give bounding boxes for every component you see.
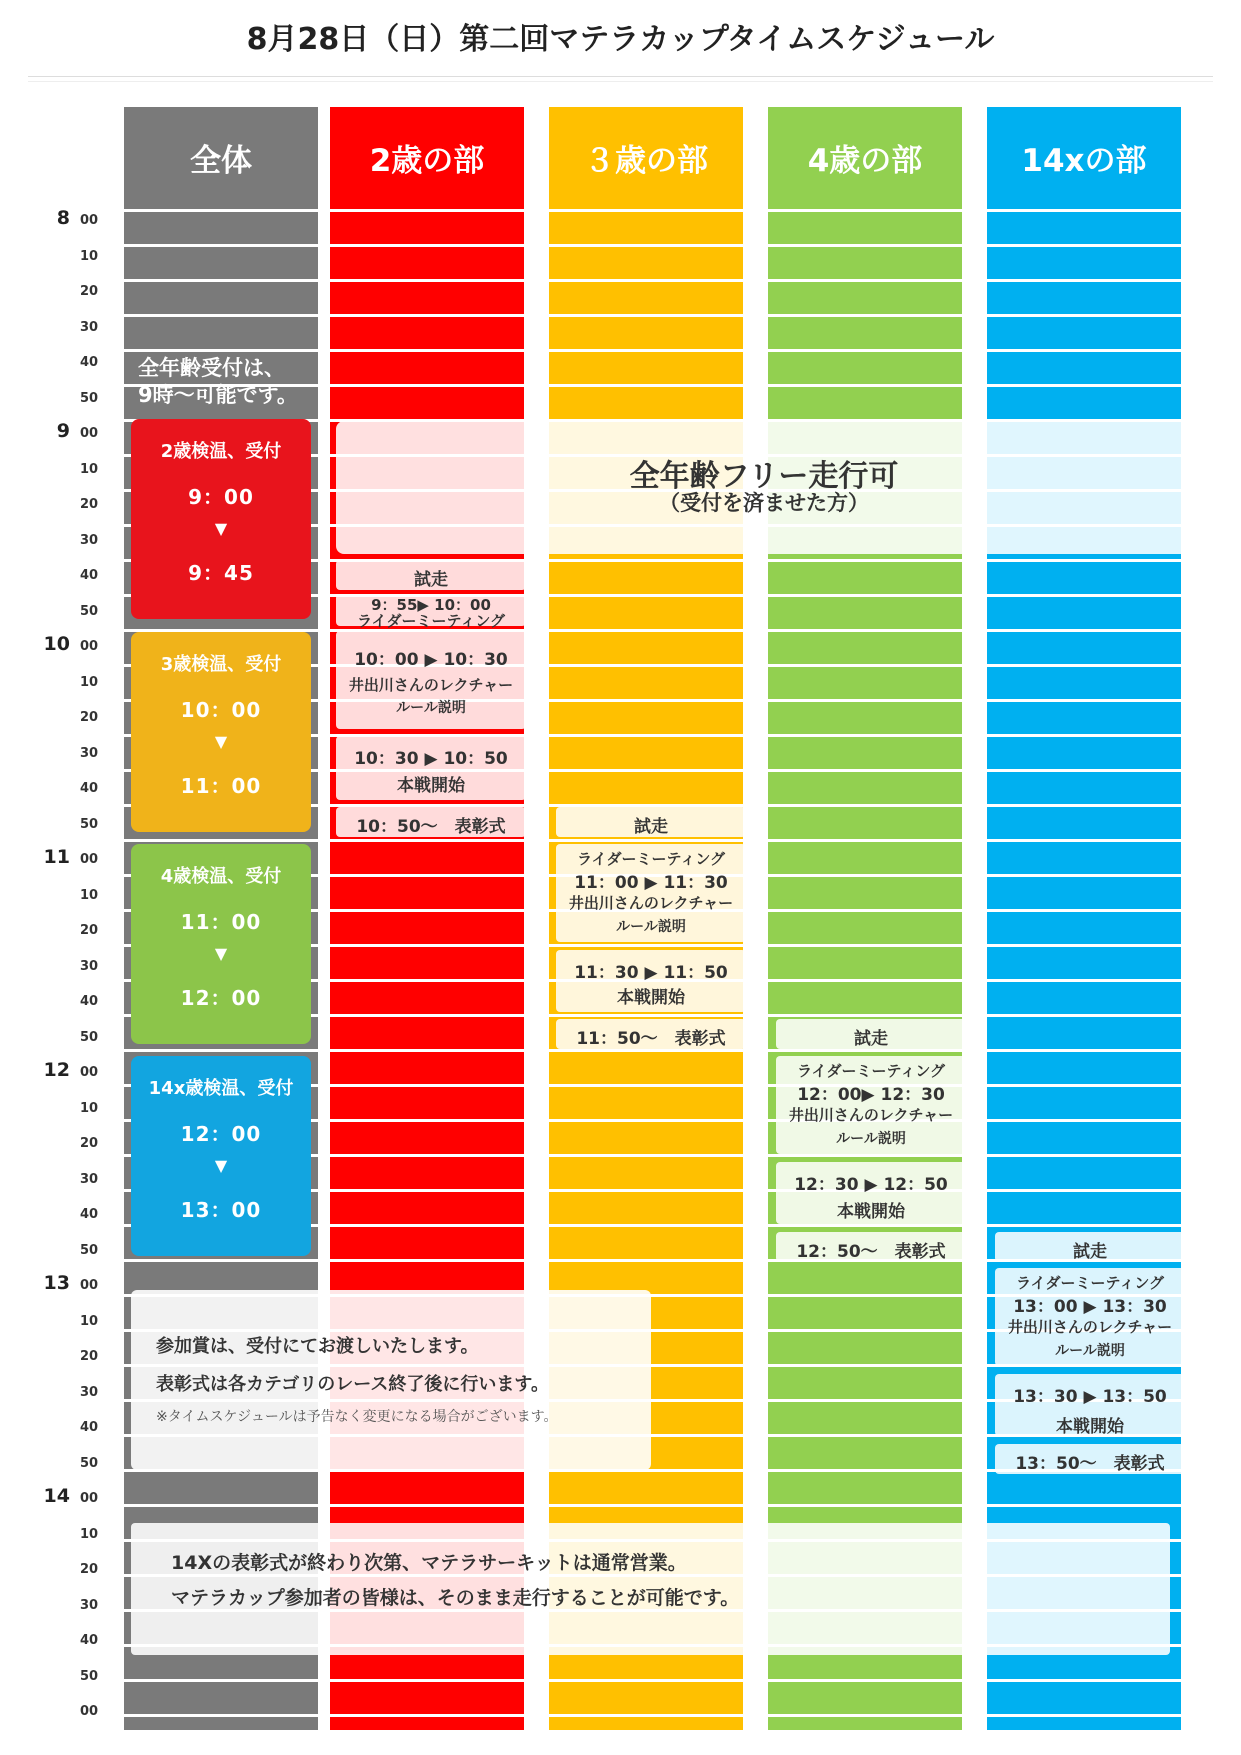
registration-age3: 3歳検温、受付 10：00 ▼ 11：00 — [131, 632, 311, 832]
minute-label: 50 — [80, 603, 99, 619]
free-run-banner: 全年齢フリー走行可 （受付を済ませた方） — [336, 421, 1192, 554]
age4-meeting: ライダーミーティング 12：00▶ 12：30 井出川さんのレクチャー ルール説明 — [776, 1056, 966, 1154]
minute-label: 00 — [80, 852, 99, 867]
column-age4 — [768, 107, 962, 1730]
page-title: 8月28日（日）第二回マテラカップタイムスケジュール — [246, 22, 995, 57]
minute-label: 20 — [80, 923, 99, 938]
info-note: 参加賞は、受付にてお渡しいたします。 表彰式は各カテゴリのレース終了後に行います。 ※タイムスケジュールは予告なく変更になる場合がございます。 — [131, 1290, 651, 1470]
minute-label: 20 — [80, 1562, 99, 1577]
minute-label: 00 — [80, 1278, 99, 1293]
minute-label: 00 — [80, 213, 99, 228]
column-header-age3: ３歳の部 — [549, 107, 743, 199]
title-divider — [28, 76, 1213, 82]
minute-label: 10 — [80, 887, 99, 903]
age2-award: 10：50～ 表彰式 — [336, 807, 526, 837]
hour-label: 8 — [56, 207, 70, 229]
minute-label: 50 — [80, 1668, 99, 1684]
column-age14 — [987, 107, 1181, 1730]
closing-note: 14Xの表彰式が終わり次第、マテラサーキットは通常営業。 マテラカップ参加者の皆様は、そのまま走行することが可能です。 — [131, 1523, 1170, 1655]
age2-lecture: 10：00 ▶ 10：30 井出川さんのレクチャー ルール説明 — [336, 631, 526, 729]
minute-label: 30 — [80, 1171, 99, 1187]
minute-label: 10 — [80, 674, 99, 690]
minute-label: 10 — [80, 1526, 99, 1542]
hour-label: 10 — [43, 633, 70, 655]
hour-label: 14 — [43, 1485, 70, 1507]
age14-trial: 試走 — [995, 1232, 1185, 1262]
minute-label: 50 — [80, 1029, 99, 1045]
minute-label: 30 — [80, 745, 99, 761]
hour-label: 12 — [43, 1059, 70, 1081]
age3-meeting: ライダーミーティング 11：00 ▶ 11：30 井出川さんのレクチャー ルール説明 — [556, 844, 746, 942]
registration-age14: 14x歳検温、受付 12：00 ▼ 13：00 — [131, 1056, 311, 1256]
minute-label: 30 — [80, 319, 99, 335]
minute-label: 30 — [80, 958, 99, 974]
minute-label: 00 — [80, 639, 99, 654]
minute-label: 40 — [80, 1420, 99, 1435]
minute-label: 00 — [80, 426, 99, 441]
minute-label: 20 — [80, 497, 99, 512]
hour-label: 11 — [43, 846, 70, 868]
age3-trial: 試走 — [556, 807, 746, 837]
age2-meeting: 9：55▶ 10：00 ライダーミーティング — [336, 594, 526, 626]
registration-age4: 4歳検温、受付 11：00 ▼ 12：00 — [131, 844, 311, 1044]
opening-note: 全年齢受付は、 9時～可能です。 — [138, 356, 298, 407]
minute-label: 50 — [80, 816, 99, 832]
minute-label: 30 — [80, 532, 99, 548]
column-header-age14: 14xの部 — [987, 107, 1181, 199]
column-header-age2: 2歳の部 — [330, 107, 524, 199]
age14-meeting: ライダーミーティング 13：00 ▶ 13：30 井出川さんのレクチャー ルール説明 — [995, 1268, 1185, 1366]
minute-label: 10 — [80, 248, 99, 264]
column-header-all: 全体 — [124, 107, 318, 199]
age14-award: 13：50～ 表彰式 — [995, 1444, 1185, 1474]
minute-label: 50 — [80, 1242, 99, 1258]
minute-label: 40 — [80, 1207, 99, 1222]
minute-label: 10 — [80, 461, 99, 477]
age2-race: 10：30 ▶ 10：50 本戦開始 — [336, 736, 526, 800]
minute-label: 50 — [80, 1455, 99, 1471]
minute-label: 00 — [80, 1704, 99, 1719]
minute-label: 40 — [80, 355, 99, 370]
hour-label: 9 — [56, 420, 70, 442]
minute-label: 30 — [80, 1597, 99, 1613]
minute-label: 20 — [80, 1136, 99, 1151]
hour-label: 13 — [43, 1272, 70, 1294]
minute-label: 40 — [80, 994, 99, 1009]
age3-race: 11：30 ▶ 11：50 本戦開始 — [556, 950, 746, 1012]
column-age2 — [330, 107, 524, 1730]
age4-race: 12：30 ▶ 12：50 本戦開始 — [776, 1162, 966, 1224]
registration-age2: 2歳検温、受付 9：00 ▼ 9：45 — [131, 419, 311, 619]
minute-label: 20 — [80, 1349, 99, 1364]
minute-label: 40 — [80, 781, 99, 796]
minute-label: 20 — [80, 710, 99, 725]
minute-label: 30 — [80, 1384, 99, 1400]
age14-race: 13：30 ▶ 13：50 本戦開始 — [995, 1374, 1185, 1436]
minute-label: 10 — [80, 1100, 99, 1116]
age4-award: 12：50～ 表彰式 — [776, 1232, 966, 1262]
minute-label: 00 — [80, 1065, 99, 1080]
age3-award: 11：50～ 表彰式 — [556, 1019, 746, 1049]
age4-trial: 試走 — [776, 1019, 966, 1049]
minute-label: 10 — [80, 1313, 99, 1329]
column-header-age4: 4歳の部 — [768, 107, 962, 199]
minute-label: 00 — [80, 1491, 99, 1506]
age2-trial: 試走 — [336, 560, 526, 590]
minute-label: 20 — [80, 284, 99, 299]
minute-label: 50 — [80, 390, 99, 406]
minute-label: 40 — [80, 568, 99, 583]
minute-label: 40 — [80, 1633, 99, 1648]
